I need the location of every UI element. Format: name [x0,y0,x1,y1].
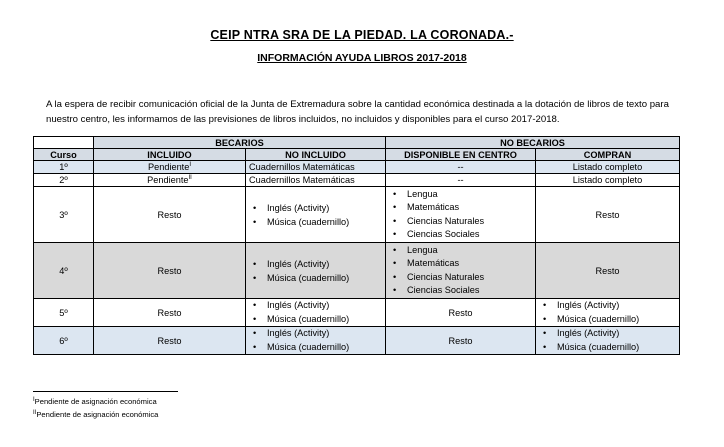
table-row [34,299,680,327]
footnote-2 [33,410,158,419]
cell-no-incluido [246,187,386,243]
list-item: • Ciencias Naturales [407,215,532,229]
list-item: • Inglés (Activity) [267,201,382,215]
list-item: • Lengua [407,188,532,202]
table-row [34,161,680,174]
column-header-incluido: INCLUIDO [94,149,246,161]
list-item: • Ciencias Naturales [407,271,532,285]
group-header-blank [34,137,94,149]
column-header-curso: Curso [34,149,94,161]
footnote-ref: I [189,162,192,168]
footnote-text: Pendiente de asignación económica [34,397,157,406]
page-subtitle: INFORMACIÓN AYUDA LIBROS 2017-2018 [257,52,467,64]
cell-compran [536,299,680,327]
compran-list [539,299,676,326]
compran-list [539,327,676,354]
footnote-1 [33,397,157,406]
cell-no-incluido [246,299,386,327]
list-item: • Ciencias Sociales [407,284,532,298]
cell-incluido: Resto [94,187,246,243]
cell-compran: Listado completo [536,161,680,174]
column-header-no-incluido: NO INCLUIDO [246,149,386,161]
cell-incluido [94,161,246,174]
list-item: • Matemáticas [407,201,532,215]
group-header-row [34,137,680,149]
cell-incluido: Resto [94,299,246,327]
group-header-no-becarios: NO BECARIOS [386,137,680,149]
cell-curso: 5º [34,299,94,327]
footnote-mark: II [33,410,37,416]
footnote-separator [33,391,178,392]
no-incluido-list [249,327,382,354]
footnote-mark: I [33,397,35,403]
cell-curso: 4º [34,243,94,299]
books-table [33,136,680,355]
list-item: • Inglés (Activity) [267,257,382,271]
cell-compran: Resto [536,187,680,243]
cell-incluido-text: Pendiente [147,162,190,172]
cell-disponible: Resto [386,327,536,355]
disponible-list [389,188,532,242]
cell-incluido: Resto [94,327,246,355]
list-item: • Inglés (Activity) [557,327,676,341]
cell-curso: 3º [34,187,94,243]
list-item: • Matemáticas [407,257,532,271]
no-incluido-list [249,201,382,229]
cell-incluido-text: Pendiente [147,175,189,185]
cell-curso: 1º [34,161,94,174]
cell-no-incluido [246,327,386,355]
cell-curso: 2º [34,174,94,187]
cell-no-incluido: Cuadernillos Matemáticas [246,174,386,187]
list-item: • Inglés (Activity) [267,299,382,313]
footnote-text: Pendiente de asignación económica [36,410,159,419]
page-title: CEIP NTRA SRA DE LA PIEDAD. LA CORONADA.- [210,28,514,42]
cell-compran: Listado completo [536,174,680,187]
cell-disponible: -- [386,174,536,187]
intro-paragraph: A la espera de recibir comunicación oficial de la Junta de Extremadura sobre la cantidad económica destinada a la dotación de libros de texto para nuestro centro, les informamos de las previsiones de libros incluidos, no incluidos y disponibles para el curso 2017-2018. [46,99,669,125]
list-item: • Música (cuadernillo) [267,341,382,355]
list-item: • Ciencias Sociales [407,228,532,242]
list-item: • Lengua [407,244,532,258]
list-item: • Música (cuadernillo) [267,215,382,229]
list-item: • Música (cuadernillo) [557,313,676,327]
cell-compran: Resto [536,243,680,299]
column-header-compran: COMPRAN [536,149,680,161]
cell-no-incluido: Cuadernillos Matemáticas [246,161,386,174]
cell-incluido: Resto [94,243,246,299]
group-header-becarios: BECARIOS [94,137,386,149]
cell-disponible [386,243,536,299]
list-item: • Música (cuadernillo) [267,313,382,327]
footnote-ref: II [188,175,192,181]
no-incluido-list [249,257,382,285]
list-item: • Inglés (Activity) [267,327,382,341]
table-row [34,243,680,299]
column-header-disponible: DISPONIBLE EN CENTRO [386,149,536,161]
table-row [34,174,680,187]
list-item: • Música (cuadernillo) [557,341,676,355]
table-row [34,327,680,355]
list-item: • Música (cuadernillo) [267,271,382,285]
table-row [34,187,680,243]
cell-disponible: -- [386,161,536,174]
cell-disponible [386,187,536,243]
cell-no-incluido [246,243,386,299]
cell-disponible: Resto [386,299,536,327]
disponible-list [389,244,532,298]
list-item: • Inglés (Activity) [557,299,676,313]
no-incluido-list [249,299,382,326]
cell-curso: 6º [34,327,94,355]
cell-incluido [94,174,246,187]
column-header-row [34,149,680,161]
cell-compran [536,327,680,355]
